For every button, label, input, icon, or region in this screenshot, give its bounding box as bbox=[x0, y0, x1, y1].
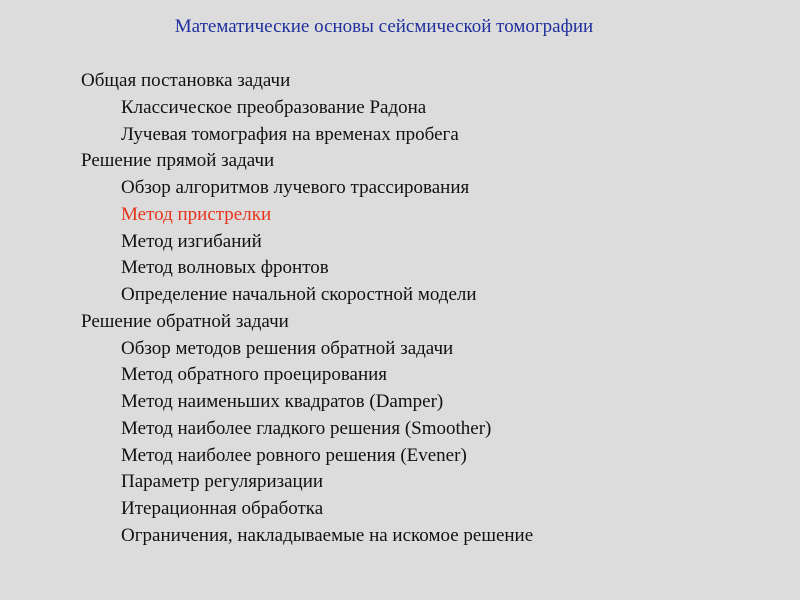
outline-item: Общая постановка задачи bbox=[81, 70, 291, 91]
outline-item: Метод наиболее гладкого решения (Smoother) bbox=[121, 417, 492, 439]
outline-item: Обзор алгоритмов лучевого трассирования bbox=[121, 177, 470, 198]
outline-item: Метод обратного проецирования bbox=[121, 364, 388, 386]
outline-item: Классическое преобразование Радона bbox=[121, 96, 427, 118]
slide-title: Математические основы сейсмической томографии bbox=[174, 16, 594, 37]
outline-item: Лучевая томография на временах пробега bbox=[121, 123, 459, 145]
outline-item: Определение начальной скоростной модели bbox=[121, 284, 477, 305]
outline-item: Метод наименьших квадратов (Damper) bbox=[121, 391, 444, 412]
outline-item: Решение прямой задачи bbox=[81, 150, 275, 172]
outline-item: Итерационная обработка bbox=[121, 498, 324, 519]
outline-item: Решение обратной задачи bbox=[81, 310, 289, 332]
outline-item: Обзор методов решения обратной задачи bbox=[121, 337, 454, 359]
outline-item: Метод волновых фронтов bbox=[121, 257, 329, 279]
outline-list bbox=[0, 68, 533, 550]
outline-item: Метод пристрелки bbox=[121, 203, 272, 225]
outline-item: Параметр регуляризации bbox=[121, 471, 324, 493]
outline-item: Метод изгибаний bbox=[121, 230, 262, 252]
outline-item: Ограничения, накладываемые на искомое решение bbox=[121, 524, 534, 546]
outline-item: Метод наиболее ровного решения (Evener) bbox=[121, 444, 467, 466]
